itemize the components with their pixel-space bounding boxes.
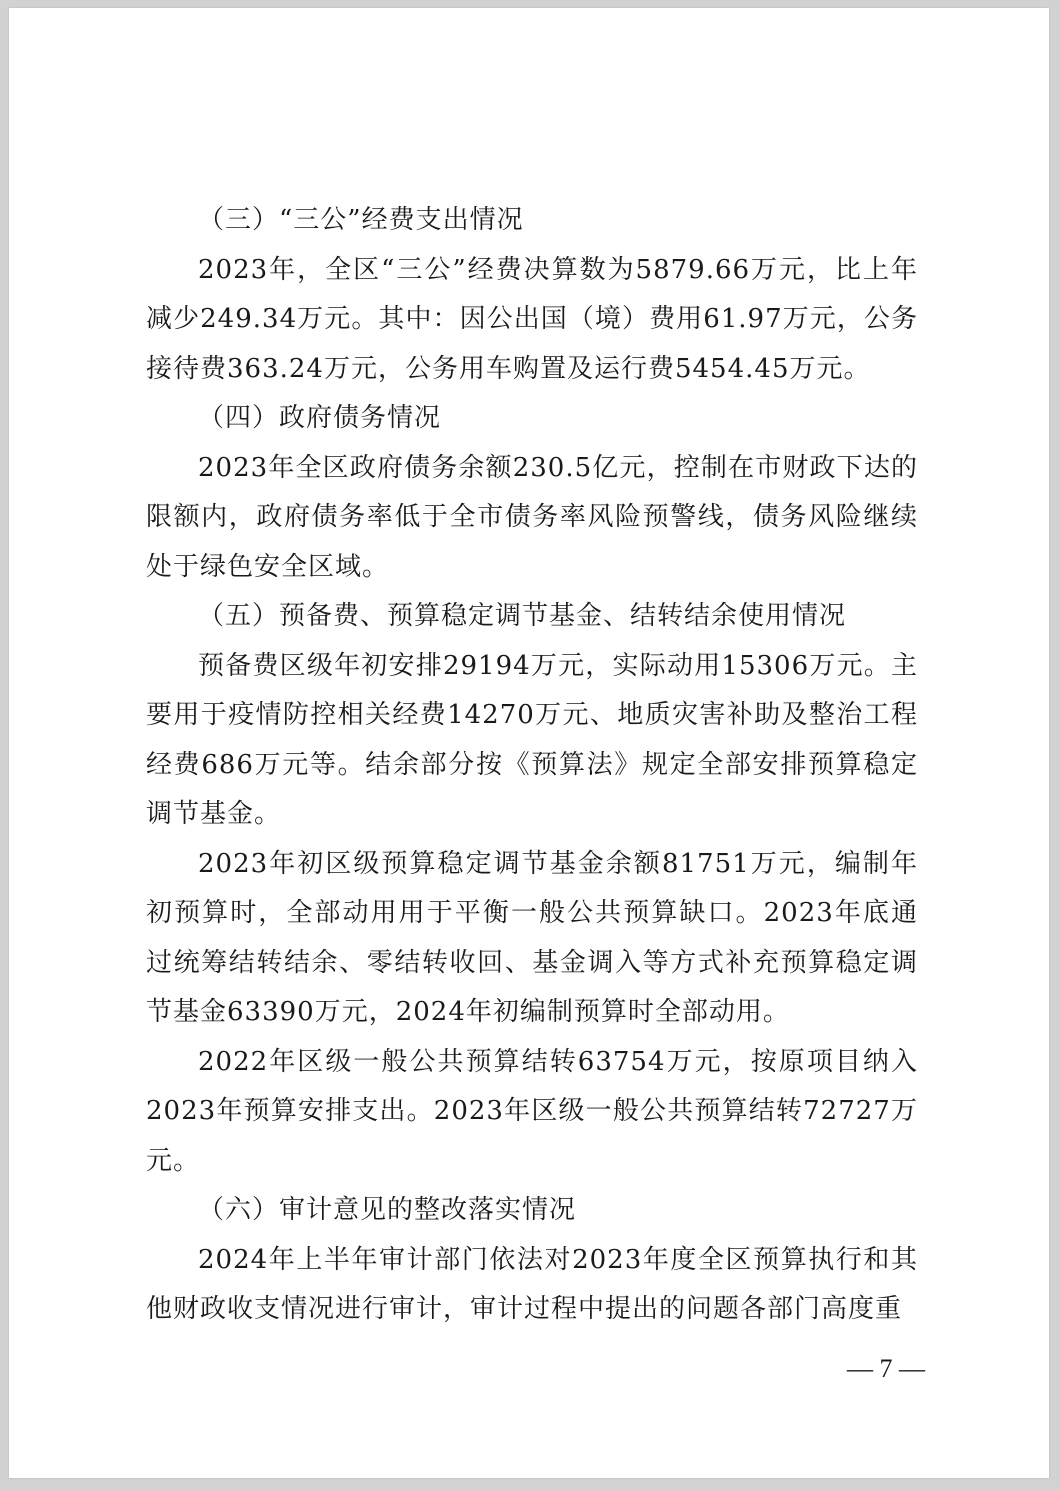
document-page	[9, 8, 1049, 1478]
page-number: — 7 —	[847, 1354, 925, 1383]
section-heading-government-debt: （四）政府债务情况	[198, 403, 442, 433]
paragraph-three-public-expenses: 2023年，全区“三公”经费决算数为5879.66万元，比上年减少249.34万元。其中：因公出国（境）费用61.97万元，公务接待费363.24万元，公务用车购置及运行费5454.45万元。	[146, 254, 918, 384]
paragraph-government-debt: 2023年全区政府债务余额230.5亿元，控制在市财政下达的限额内，政府债务率低于全市债务率风险预警线，债务风险继续处于绿色安全区域。	[146, 452, 918, 582]
section-heading-audit-rectification: （六）审计意见的整改落实情况	[198, 1195, 577, 1225]
paragraph-reserve-fee: 预备费区级年初安排29194万元，实际动用15306万元。主要用于疫情防控相关经费14270万元、地质灾害补助及整治工程经费686万元等。结余部分按《预算法》规定全部安排预算稳定调节基金。	[146, 650, 918, 829]
paragraph-budget-carryover: 2022年区级一般公共预算结转63754万元，按原项目纳入2023年预算安排支出。2023年区级一般公共预算结转72727万元。	[146, 1046, 918, 1176]
paragraph-audit-rectification: 2024年上半年审计部门依法对2023年度全区预算执行和其他财政收支情况进行审计，审计过程中提出的问题各部门高度重	[146, 1244, 918, 1324]
section-heading-three-public-expenses: （三）“三公”经费支出情况	[198, 205, 524, 235]
section-heading-reserve-funds: （五）预备费、预算稳定调节基金、结转结余使用情况	[198, 601, 847, 631]
paragraph-stabilization-fund: 2023年初区级预算稳定调节基金余额81751万元，编制年初预算时，全部动用用于平衡一般公共预算缺口。2023年底通过统筹结转结余、零结转收回、基金调入等方式补充预算稳定调节基金63390万元，2024年初编制预算时全部动用。	[146, 848, 918, 1027]
document-body	[146, 196, 918, 1335]
